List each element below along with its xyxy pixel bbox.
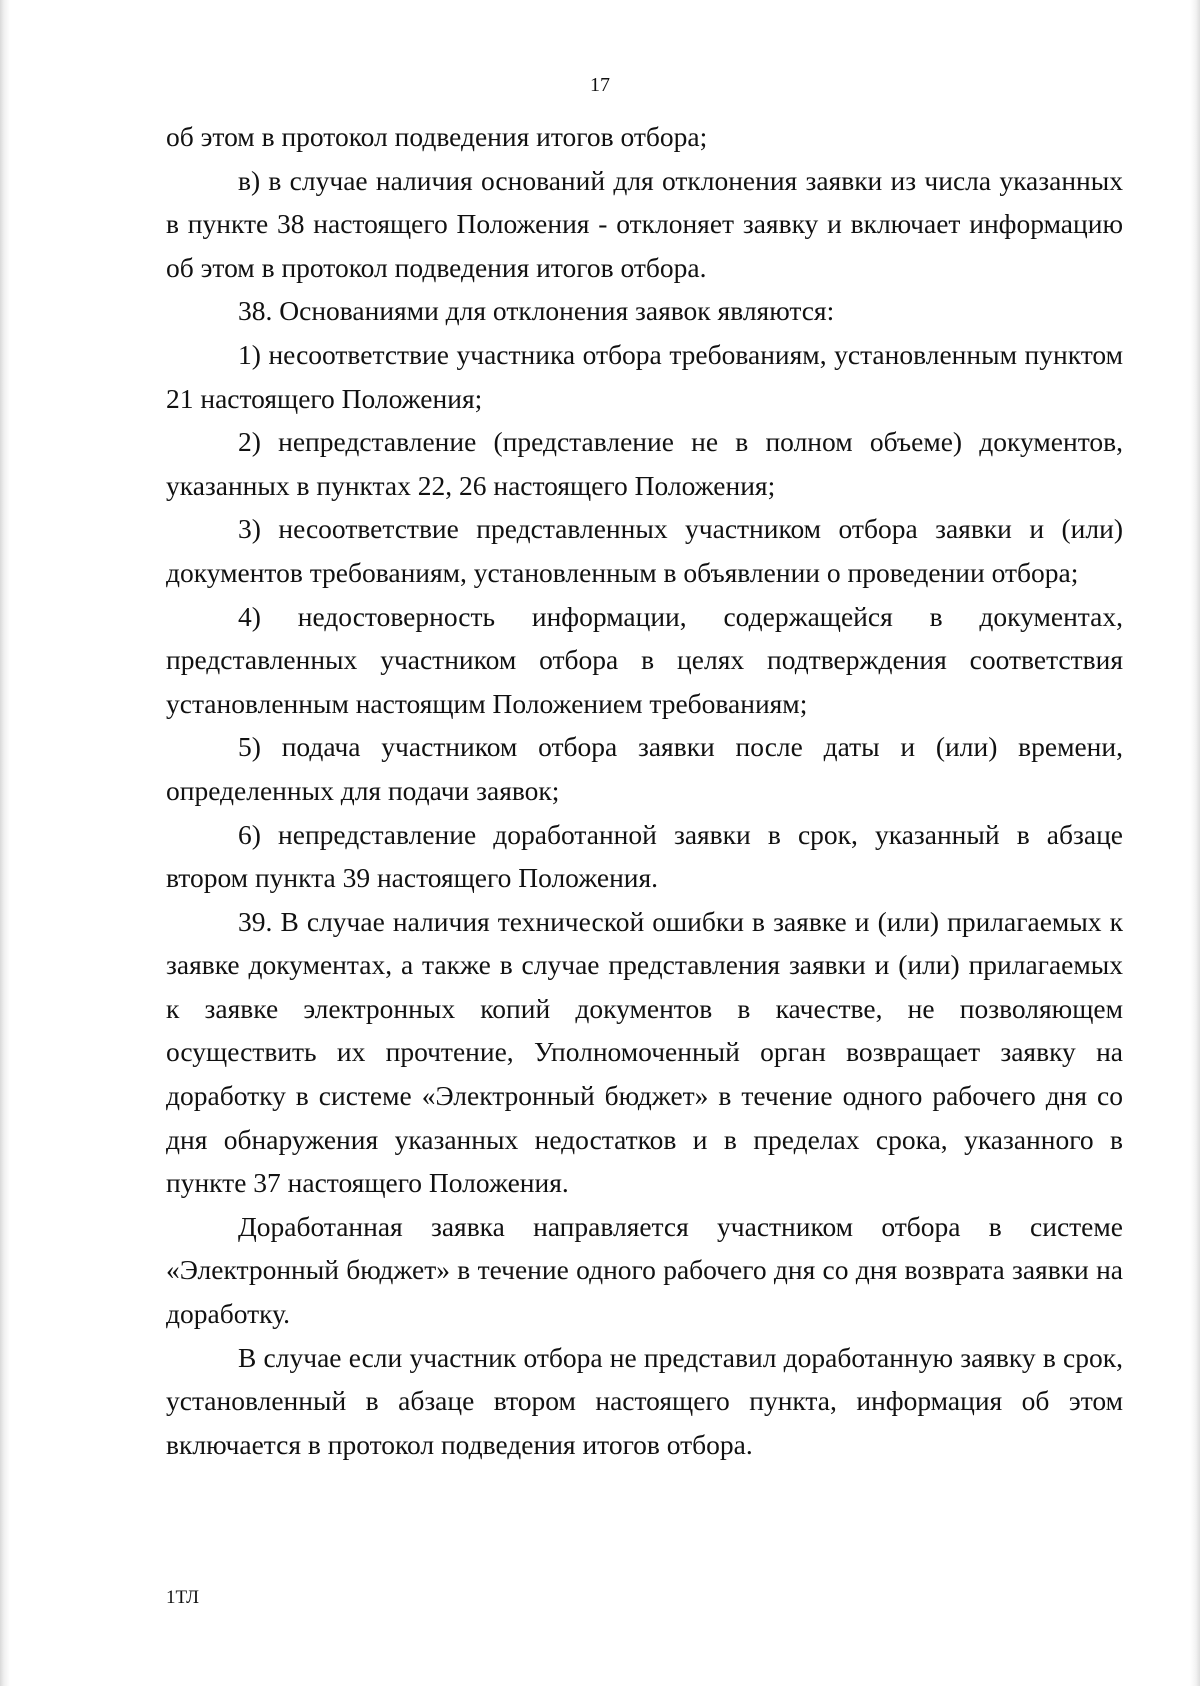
paragraph-item-2: 2) непредставление (представление не в полном объеме) документов, указанных в пунктах 22, 26 настоящего Положения;: [166, 426, 1123, 501]
paragraph-continuation: об этом в протокол подведения итогов отбора;: [166, 121, 708, 152]
paragraph-clause-38: 38. Основаниями для отклонения заявок являются:: [238, 295, 835, 327]
paragraph-item-3: 3) несоответствие представленных участником отбора заявки и (или) документов требованиям, установленным в объявлении о проведении отбора;: [166, 513, 1123, 588]
paragraph-item-1: 1) несоответствие участника отбора требованиям, установленным пунктом 21 настоящего Положения;: [166, 338, 1123, 414]
paragraph-item-6: 6) непредставление доработанной заявки в срок, указанный в абзаце втором пункта 39 настоящего Положения.: [166, 818, 1123, 894]
paragraph-clause-39-third: В случае если участник отбора не представил доработанную заявку в срок, установленный в абзаце втором настоящего пункта, информация об этом включается в протокол подведения итогов отбора.: [166, 1341, 1123, 1460]
footer-code: 1ТЛ: [166, 1587, 200, 1608]
page-number: 17: [590, 74, 610, 96]
paragraph-subitem-v: в) в случае наличия оснований для отклонения заявки из числа указанных в пункте 38 настоящего Положения - отклоняет заявку и включает информацию об этом в протокол подведения итогов отбора.: [166, 164, 1123, 283]
paragraph-clause-39-second: Доработанная заявка направляется участником отбора в системе «Электронный бюджет» в течение одного рабочего дня со дня возврата заявки на доработку.: [166, 1210, 1123, 1330]
paragraph-item-4: 4) недостоверность информации, содержащейся в документах, представленных участником отбора в целях подтверждения соответствия установленным настоящим Положением требованиям;: [166, 600, 1123, 719]
document-body: [166, 115, 1123, 1466]
paragraph-item-5: 5) подача участником отбора заявки после даты и (или) времени, определенных для подачи заявок;: [166, 731, 1123, 806]
scan-edge-right: [1190, 0, 1200, 1686]
scan-edge-left: [0, 0, 10, 1686]
paragraph-clause-39: 39. В случае наличия технической ошибки в заявке и (или) прилагаемых к заявке документах, а также в случае представления заявки и (или) прилагаемых к заявке электронных копий документов в качестве, не позволяющем осуществить их прочтение, Уполномоченный орган возвращает заявку на доработку в системе «Электронный бюджет» в течение одного рабочего дня со дня обнаружения указанных недостатков и в пределах срока, указанного в пункте 37 настоящего Положения.: [166, 905, 1123, 1199]
